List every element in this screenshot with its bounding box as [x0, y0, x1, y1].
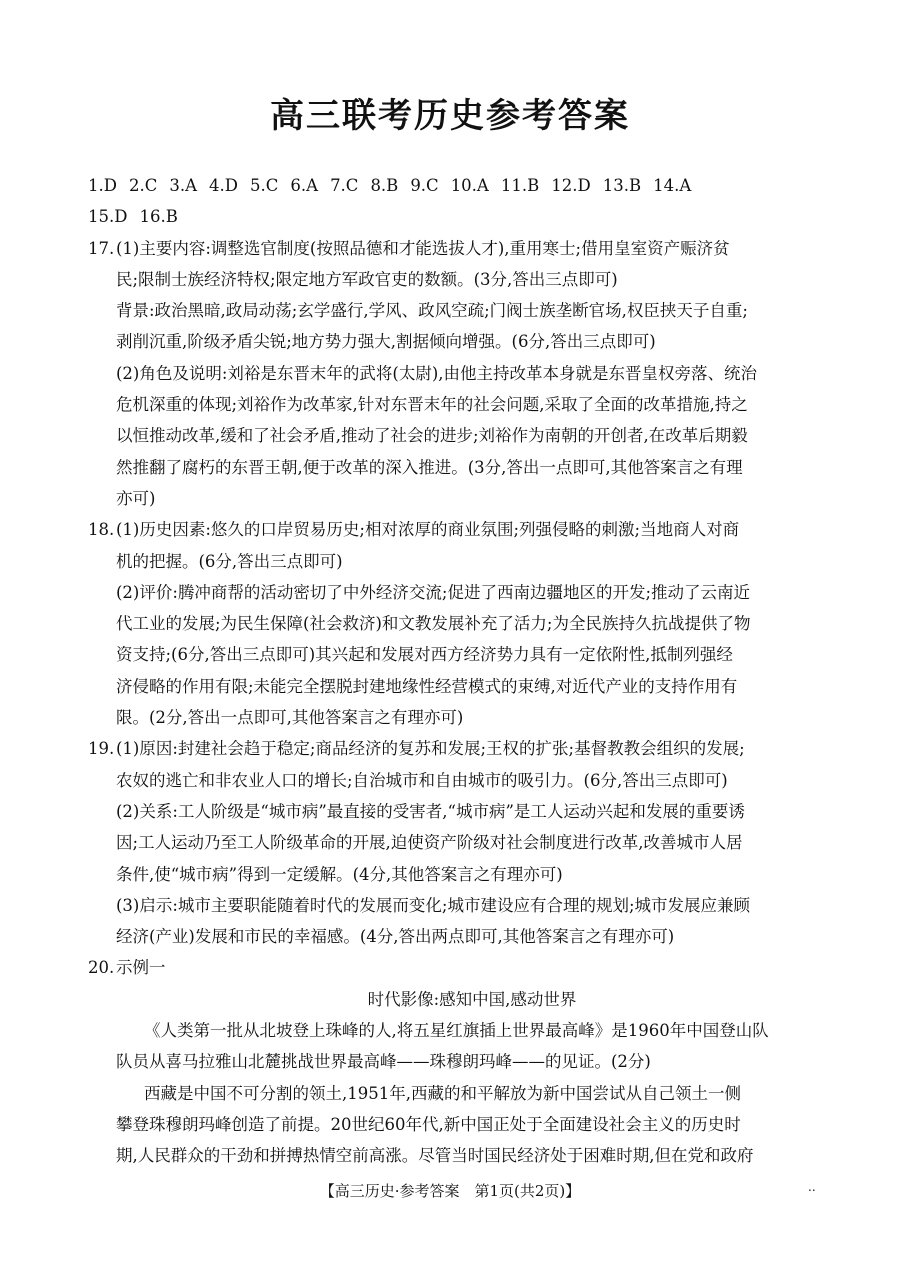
question-number: 19. [88, 739, 115, 759]
q17-line: 剥削沉重,阶级矛盾尖锐;地方势力强大,割据倾向增强。(6分,答出三点即可) [116, 332, 656, 352]
q20-paragraph-line: 攀登珠穆朗玛峰创造了前提。20世纪60年代,新中国正处于全面建设社会主义的历史时 [116, 1114, 741, 1134]
page-title: 高三联考历史参考答案 [270, 96, 630, 136]
mc-answer: 9.C [410, 176, 439, 195]
mc-answer: 7.C [330, 176, 359, 195]
q19-line: 条件,使“城市病”得到一定缓解。(4分,其他答案言之有理亦可) [116, 864, 563, 884]
q18-line [88, 514, 828, 545]
mc-answer: 3.A [169, 176, 198, 195]
mc-answer: 11.B [500, 176, 540, 195]
q19-line [88, 733, 828, 764]
mc-answer: 8.B [370, 176, 399, 195]
mc-answer: 5.C [250, 176, 279, 195]
q19-text: (1)原因:封建社会趋于稳定;商品经济的复苏和发展;王权的扩张;基督教教会组织的发展; [116, 739, 745, 759]
q20-paragraph-line: 期,人民群众的干劲和拼搏热情空前高涨。尽管当时国民经济处于困难时期,但在党和政府 [116, 1146, 754, 1166]
footer-mark: .. [808, 1180, 816, 1194]
q17-line: 以恒推动改革,缓和了社会矛盾,推动了社会的进步;刘裕作为南朝的开创者,在改革后期毅 [116, 426, 748, 446]
mc-answer: 6.A [290, 176, 319, 195]
mc-answers-row-2 [88, 201, 828, 232]
q20-paragraph-line: 队员从喜马拉雅山北麓挑战世界最高峰——珠穆朗玛峰——的见证。(2分) [116, 1052, 651, 1072]
q18-line: 代工业的发展;为民生保障(社会救济)和文教发展补充了活力;为全民族持久抗战提供了物 [116, 614, 751, 634]
page-footer: 【高三历史·参考答案 第1页(共2页)】 [319, 1182, 581, 1200]
mc-answer: 16.B [139, 207, 178, 227]
q19-line: 农奴的逃亡和非农业人口的增长;自治城市和自由城市的吸引力。(6分,答出三点即可) [116, 770, 728, 790]
q20-example-label: 示例一 [116, 958, 166, 978]
q17-line: 然推翻了腐朽的东晋王朝,便于改革的深入推进。(3分,答出一点即可,其他答案言之有理 [116, 457, 743, 477]
q18-line: 济侵略的作用有限;未能完全摆脱封建地缘性经营模式的束缚,对近代产业的支持作用有 [116, 676, 738, 696]
mc-answer: 1.D [88, 176, 117, 195]
q20-paragraph-line: 《人类第一批从北坡登上珠峰的人,将五星红旗插上世界最高峰》是1960年中国登山队 [144, 1021, 769, 1041]
q19-line: (3)启示:城市主要职能随着时代的发展而变化;城市建设应有合理的规划;城市发展应兼顾 [116, 895, 751, 915]
q17-line: 背景:政治黑暗,政局动荡;玄学盛行,学风、政风空疏;门阀士族垄断官场,权臣挟天子自重; [116, 301, 748, 321]
question-number: 17. [88, 238, 115, 258]
mc-answer: 14.A [653, 176, 692, 195]
mc-answers-row-1 [88, 170, 828, 201]
q17-line: 危机深重的体现;刘裕作为改革家,针对东晋末年的社会问题,采取了全面的改革措施,持之 [116, 395, 748, 415]
mc-answer: 4.D [209, 176, 239, 195]
q19-line: 经济(产业)发展和市民的幸福感。(4分,答出两点即可,其他答案言之有理亦可) [116, 927, 675, 947]
q17-line: 亦可) [116, 488, 156, 508]
answer-body [88, 170, 828, 1172]
q17-line [88, 233, 828, 264]
q18-line: 限。(2分,答出一点即可,其他答案言之有理亦可) [116, 708, 464, 728]
q20-essay-title: 时代影像:感知中国,感动世界 [367, 989, 577, 1009]
mc-answer: 13.B [602, 176, 642, 195]
q17-line: 民;限制士族经济特权;限定地方军政官吏的数额。(3分,答出三点即可) [116, 269, 618, 289]
q17-line: (2)角色及说明:刘裕是东晋末年的武将(太尉),由他主持改革本身就是东晋皇权旁落、统治 [116, 363, 758, 383]
question-number: 18. [88, 520, 115, 540]
q19-line: 因;工人运动乃至工人阶级革命的开展,迫使资产阶级对社会制度进行改革,改善城市人居 [116, 833, 743, 853]
mc-answer: 10.A [450, 176, 489, 195]
q18-text: (1)历史因素:悠久的口岸贸易历史;相对浓厚的商业氛围;列强侵略的刺激;当地商人对商 [116, 520, 740, 540]
question-number: 20. [88, 958, 115, 978]
q17-text: (1)主要内容:调整选官制度(按照品德和才能选拔人才),重用寒士;借用皇室资产赈济贫 [116, 238, 730, 258]
mc-answer: 2.C [128, 176, 158, 195]
q18-line: 机的把握。(6分,答出三点即可) [116, 551, 343, 571]
q18-line: 资支持;(6分,答出三点即可)其兴起和发展对西方经济势力具有一定依附性,抵制列强经 [116, 645, 733, 665]
q20-paragraph-line: 西藏是中国不可分割的领土,1951年,西藏的和平解放为新中国尝试从自己领土一侧 [144, 1083, 741, 1103]
q19-line: (2)关系:工人阶级是“城市病”最直接的受害者,“城市病”是工人运动兴起和发展的重要诱 [116, 801, 745, 821]
q18-line: (2)评价:腾冲商帮的活动密切了中外经济交流;促进了西南边疆地区的开发;推动了云南近 [116, 582, 751, 602]
q20-line [88, 952, 828, 983]
mc-answer: 12.D [551, 176, 591, 195]
mc-answer: 15.D [88, 207, 128, 227]
